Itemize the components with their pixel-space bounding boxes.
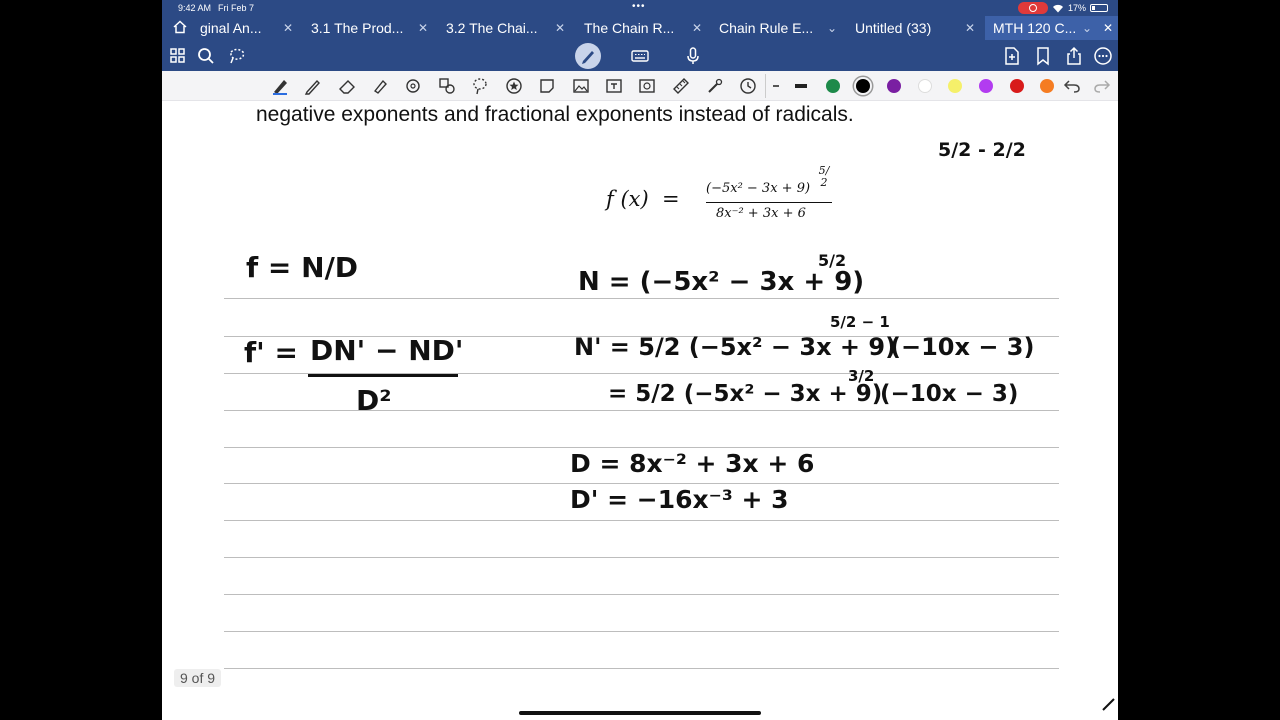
pen-cursor-icon xyxy=(1102,697,1116,711)
chevron-down-icon[interactable]: ⌄ xyxy=(827,21,838,35)
redo-icon[interactable] xyxy=(1092,76,1112,96)
n-definition-text: N = (−5x² − 3x + 9) xyxy=(578,267,865,297)
fountain-pen-icon[interactable] xyxy=(270,76,290,96)
n-prime-step-1-tail: (−10x − 3) xyxy=(890,333,1035,361)
n-prime-step-1 xyxy=(574,311,1034,361)
quotient-rule-denominator: D² xyxy=(356,384,392,417)
battery-icon xyxy=(1090,4,1108,12)
thin-stroke-option[interactable] xyxy=(773,85,779,87)
lasso-selection-icon[interactable] xyxy=(227,46,247,66)
drawing-toolbar xyxy=(162,71,1118,101)
shape-tool-icon[interactable] xyxy=(437,76,457,96)
highlighter-icon[interactable] xyxy=(370,76,390,96)
tab-label: 3.1 The Prod... xyxy=(311,20,404,36)
close-icon[interactable]: ✕ xyxy=(283,21,294,35)
image-icon[interactable] xyxy=(571,76,591,96)
tab-untitled-33[interactable] xyxy=(855,16,980,40)
status-indicators xyxy=(1018,2,1108,14)
keyboard-icon[interactable] xyxy=(630,46,650,66)
ruled-line xyxy=(224,557,1059,558)
shapes-icon[interactable] xyxy=(404,76,424,96)
wifi-icon xyxy=(1052,4,1064,13)
search-icon[interactable] xyxy=(196,46,216,66)
quotient-definition xyxy=(246,231,359,301)
color-swatch-red[interactable] xyxy=(1010,79,1024,93)
tab-chain-rule-examples[interactable] xyxy=(719,16,844,40)
title-bar xyxy=(162,0,1118,40)
quotient-definition-text: f = N/D xyxy=(246,251,359,284)
tab-strip xyxy=(162,16,1118,40)
tab-label: ginal An... xyxy=(200,20,262,36)
quotient-rule-fraction-bar xyxy=(308,374,458,377)
close-icon[interactable]: ✕ xyxy=(965,21,976,35)
multitasking-dots-icon[interactable]: ••• xyxy=(632,1,646,12)
tab-product-rule[interactable] xyxy=(311,16,436,40)
tab-the-chain-rule[interactable] xyxy=(584,16,709,40)
d-prime-definition: D' = −16x⁻³ + 3 xyxy=(570,485,789,514)
lasso-icon[interactable] xyxy=(470,76,490,96)
close-icon[interactable]: ✕ xyxy=(418,21,429,35)
n-prime-step-2-tail: (−10x − 3) xyxy=(880,381,1019,407)
quotient-rule xyxy=(244,326,474,426)
tab-chain-rule-3-2[interactable] xyxy=(446,16,571,40)
ruler-icon[interactable] xyxy=(671,76,691,96)
n-prime-step-2-text: = 5/2 (−5x² − 3x + 9) xyxy=(608,381,883,407)
eraser-icon[interactable] xyxy=(337,76,357,96)
equation-fraction-bar xyxy=(706,202,832,203)
toolbar-divider xyxy=(765,74,766,98)
close-icon[interactable]: ✕ xyxy=(692,21,703,35)
color-swatch-purple[interactable] xyxy=(887,79,901,93)
color-swatch-violet[interactable] xyxy=(979,79,993,93)
home-icon[interactable] xyxy=(172,19,188,35)
status-time: 9:42 AM xyxy=(178,3,212,13)
ruled-line xyxy=(224,668,1059,669)
timer-icon[interactable] xyxy=(738,76,758,96)
tab-label: MTH 120 C... xyxy=(993,20,1077,36)
status-date: Fri Feb 7 xyxy=(218,3,255,13)
screen-recording-icon[interactable] xyxy=(1018,2,1048,14)
bookmark-icon[interactable] xyxy=(1033,46,1053,66)
tab-label: Chain Rule E... xyxy=(719,20,814,36)
n-prime-step-1-text: N' = 5/2 (−5x² − 3x + 9) xyxy=(574,333,897,361)
pen-mode-button[interactable] xyxy=(575,43,601,69)
quotient-rule-lhs: f' = xyxy=(244,336,298,369)
chevron-down-icon[interactable]: ⌄ xyxy=(1082,21,1093,35)
elements-star-icon[interactable] xyxy=(504,76,524,96)
color-swatch-white[interactable] xyxy=(918,79,932,93)
tab-marginal-analysis[interactable] xyxy=(200,16,296,40)
close-icon[interactable]: ✕ xyxy=(1103,21,1114,35)
n-prime-step-1-exponent: 5/2 − 1 xyxy=(830,313,890,331)
camera-scan-icon[interactable] xyxy=(637,76,657,96)
app-toolbar xyxy=(162,40,1118,71)
ruled-line xyxy=(224,483,1059,484)
color-swatch-orange[interactable] xyxy=(1040,79,1054,93)
tab-label: The Chain R... xyxy=(584,20,675,36)
ruled-line xyxy=(224,447,1059,448)
laser-pointer-icon[interactable] xyxy=(705,76,725,96)
status-bar xyxy=(162,0,1118,16)
equation-numerator: (−5x² − 3x + 9) xyxy=(706,181,811,196)
ruled-line xyxy=(224,594,1059,595)
color-swatch-yellow[interactable] xyxy=(948,79,962,93)
page-indicator: 9 of 9 xyxy=(174,669,221,687)
equation-numerator-exponent: 5/2 xyxy=(818,164,830,189)
undo-icon[interactable] xyxy=(1062,76,1082,96)
pencil-icon[interactable] xyxy=(303,76,323,96)
tab-label: Untitled (33) xyxy=(855,20,932,36)
close-icon[interactable]: ✕ xyxy=(555,21,566,35)
typed-equation xyxy=(606,165,846,229)
grid-view-icon[interactable] xyxy=(168,46,188,66)
share-icon[interactable] xyxy=(1064,46,1084,66)
home-indicator[interactable] xyxy=(519,711,761,715)
sticker-icon[interactable] xyxy=(537,76,557,96)
add-page-icon[interactable] xyxy=(1002,46,1022,66)
more-options-icon[interactable] xyxy=(1093,46,1113,66)
quotient-rule-numerator: DN' − ND' xyxy=(310,334,464,367)
n-definition-exponent: 5/2 xyxy=(818,251,847,270)
ruled-line xyxy=(224,631,1059,632)
tab-mth-120[interactable] xyxy=(985,16,1118,40)
instruction-text: negative exponents and fractional exponents instead of radicals. xyxy=(256,103,854,126)
equation-denominator: 8x⁻² + 3x + 6 xyxy=(716,206,806,221)
ipad-screen xyxy=(162,0,1118,720)
corner-note: 5/2 - 2/2 xyxy=(938,139,1026,161)
n-prime-step-2-exponent: 3/2 xyxy=(848,367,875,385)
color-swatch-black-selected[interactable] xyxy=(856,79,870,93)
thick-stroke-option[interactable] xyxy=(795,84,807,88)
n-prime-step-2 xyxy=(608,367,1028,411)
text-box-icon[interactable] xyxy=(604,76,624,96)
n-definition xyxy=(578,249,878,299)
battery-percentage: 17% xyxy=(1067,3,1086,13)
microphone-icon[interactable] xyxy=(683,46,703,66)
d-definition: D = 8x⁻² + 3x + 6 xyxy=(570,449,815,478)
ruled-line xyxy=(224,520,1059,521)
pen-icon xyxy=(575,43,601,69)
color-swatch-green[interactable] xyxy=(826,79,840,93)
notebook-page[interactable] xyxy=(162,101,1118,720)
tab-label: 3.2 The Chai... xyxy=(446,20,538,36)
equation-lhs: f (x) = xyxy=(606,187,680,211)
